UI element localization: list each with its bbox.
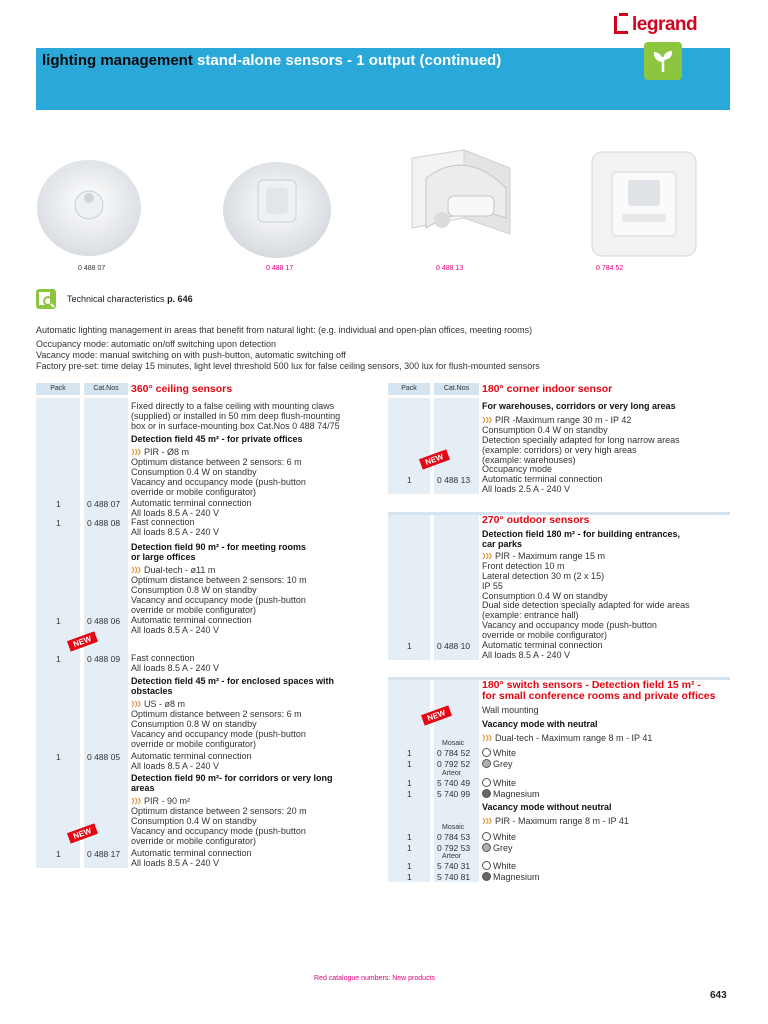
intro-text [36, 325, 540, 372]
right1-line-text: All loads 2.5 A - 240 V [482, 484, 571, 494]
pack-quantity: 1 [407, 748, 412, 758]
right3-line-text: Grey [493, 759, 513, 769]
legrand-mark-icon [614, 16, 628, 34]
left-line-text: override or mobile configurator) [131, 605, 257, 615]
left-line-text: Vacancy and occupancy mode (push-button [131, 595, 306, 605]
left-line-text: areas [131, 783, 155, 793]
section-title-corner: 180° corner indoor sensor [482, 383, 613, 395]
intro-line: Vacancy mode: manual switching on with push-button, automatic switching off [36, 350, 346, 360]
new-badge: NEW [419, 449, 450, 469]
right3-line-text: Vacancy mode without neutral [482, 802, 612, 812]
right1-line-text: Occupancy mode [482, 464, 553, 474]
left-pack-header: Pack [36, 383, 80, 395]
right3-line [482, 734, 652, 744]
right1-line-text: (example: warehouses) [482, 455, 576, 465]
right1-line-text: Automatic terminal connection [482, 474, 603, 484]
left-line-text: All loads 8.5 A - 240 V [131, 858, 220, 868]
left-line [131, 626, 219, 636]
page-title-subject: stand-alone sensors - 1 output (continued) [197, 52, 502, 69]
footer-note: Red catalogue numbers: New products [314, 975, 436, 982]
left-line-text: Consumption 0.8 W on standby [131, 719, 257, 729]
left-line-text: box or in surface-mounting box Cat.Nos 0 488 74/75 [131, 421, 340, 431]
left-line [131, 784, 155, 794]
intro-line: Occupancy mode: automatic on/off switching upon detection [36, 339, 276, 349]
catalogue-number: 0 488 06 [87, 616, 121, 626]
left-line-text: PIR - 90 m² [144, 796, 191, 806]
colour-swatch-icon [482, 778, 491, 787]
left-line-text: Optimum distance between 2 sensors: 6 m [131, 709, 302, 719]
left-line-text: Consumption 0.4 W on standby [131, 816, 257, 826]
catalogue-number: 0 488 10 [437, 641, 471, 651]
tech-label: Technical characteristics [67, 294, 165, 304]
right3-line [482, 832, 516, 843]
pack-quantity: 1 [56, 518, 61, 528]
catalogue-number: 5 740 81 [437, 872, 471, 882]
left-line-text: All loads 8.5 A - 240 V [131, 761, 220, 771]
left-line [131, 687, 173, 697]
right3-line [482, 759, 513, 770]
left-pack-column [36, 398, 80, 868]
right3-line-text: PIR - Maximum range 8 m - IP 41 [495, 816, 629, 826]
detection-wave-icon [482, 734, 492, 742]
pack-quantity: 1 [407, 475, 412, 485]
product-caption-3: 0 488 13 [436, 265, 464, 272]
right3-line [482, 803, 612, 813]
right3-line [482, 789, 540, 800]
detection-wave-icon [131, 797, 141, 805]
right1-line-text: (example: corridors) or very high areas [482, 445, 637, 455]
technical-characteristics-link[interactable] [67, 294, 193, 304]
left-line [131, 859, 219, 869]
intro-line: Automatic lighting management in areas that benefit from natural light: (e.g. individual and open-plan offices, meeting rooms) [36, 325, 533, 335]
section-title-switch-2: for small conference rooms and private offices [482, 690, 716, 702]
product-caption-4: 0 784 52 [596, 265, 624, 272]
right3-line-text: White [493, 748, 517, 758]
left-line-text: Consumption 0.8 W on standby [131, 585, 257, 595]
catalogue-number: 0 784 53 [437, 832, 471, 842]
pack-quantity: 1 [407, 641, 412, 651]
pack-quantity: 1 [56, 499, 61, 509]
left-line-text: Automatic terminal connection [131, 848, 252, 858]
new-badge: NEW [67, 631, 98, 651]
pack-quantity: 1 [407, 759, 412, 769]
range-label: Mosaic [442, 824, 465, 831]
left-line-text: or large offices [131, 552, 196, 562]
right2-line-text: Front detection 10 m [482, 561, 565, 571]
right2-line-text: IP 55 [482, 581, 503, 591]
right2-pack-column [388, 515, 430, 660]
catalogue-number: 0 488 09 [87, 654, 121, 664]
left-cat-header: Cat.Nos [84, 383, 128, 395]
left-line-text: Detection field 45 m² - for enclosed spaces with [131, 676, 335, 686]
tech-page: p. 646 [167, 294, 193, 304]
left-line-text: (supplied) or installed in 50 mm deep flush-mounting [131, 411, 341, 421]
product-caption-2: 0 488 17 [266, 265, 294, 272]
left-line-text: Automatic terminal connection [131, 615, 252, 625]
left-line [131, 837, 256, 847]
catalogue-number: 0 792 53 [437, 843, 471, 853]
right2-line-text: override or mobile configurator) [482, 630, 608, 640]
left-line-text: Consumption 0.4 W on standby [131, 467, 257, 477]
product-image-ceiling-sensor [36, 158, 142, 258]
pack-quantity: 1 [407, 789, 412, 799]
left-line-text: All loads 8.5 A - 240 V [131, 508, 220, 518]
section-title-ceiling: 360° ceiling sensors [131, 383, 233, 395]
left-line [131, 774, 333, 784]
right2-line [482, 540, 522, 550]
left-line-text: Dual-tech - ø11 m [144, 565, 216, 575]
right1-line-text: PIR -Maximum range 30 m - IP 42 [495, 415, 632, 425]
left-line-text: override or mobile configurator) [131, 487, 257, 497]
eco-leaf-icon [644, 42, 682, 80]
right3-line-text: Magnesium [493, 872, 540, 882]
left-line-text: All loads 8.5 A - 240 V [131, 663, 220, 673]
left-line-text: Detection field 45 m² - for private offices [131, 434, 303, 444]
right1-line-text: Detection specially adapted for long narrow areas [482, 435, 680, 445]
right3-line-text: Dual-tech - Maximum range 8 m - IP 41 [495, 733, 653, 743]
intro-line: Factory pre-set: time delay 15 minutes, light level threshold 500 lux for false ceiling sensors, 300 lux for flush-mounted sensors [36, 361, 540, 371]
detection-wave-icon [131, 566, 141, 574]
colour-swatch-icon [482, 872, 491, 881]
right2-line-text: PIR - Maximum range 15 m [495, 551, 606, 561]
catalogue-number: 5 740 49 [437, 778, 471, 788]
left-line-text: Optimum distance between 2 sensors: 20 m [131, 806, 307, 816]
colour-swatch-icon [482, 789, 491, 798]
right2-line-text: Detection field 180 m² - for building entrances, [482, 529, 681, 539]
left-line-text: Detection field 90 m² - for meeting rooms [131, 542, 307, 552]
catalogue-number: 0 488 07 [87, 499, 121, 509]
pack-quantity: 1 [407, 778, 412, 788]
detection-wave-icon [131, 448, 141, 456]
left-line [131, 740, 256, 750]
product-image-ceiling-sensor-corridor [222, 158, 332, 258]
new-badge: NEW [67, 823, 98, 843]
detection-wave-icon [482, 552, 492, 560]
page-number: 643 [710, 990, 727, 1001]
detection-wave-icon [482, 416, 492, 424]
new-badge: NEW [421, 705, 452, 725]
left-line-text: Optimum distance between 2 sensors: 10 m [131, 575, 307, 585]
left-line-text: Automatic terminal connection [131, 498, 252, 508]
left-line [131, 435, 303, 445]
left-line [131, 488, 256, 498]
right2-line-text: Lateral detection 30 m (2 x 15) [482, 571, 605, 581]
range-label: Mosaic [442, 740, 465, 747]
range-label: Arteor [442, 770, 462, 777]
left-line-text: override or mobile configurator) [131, 739, 257, 749]
left-line-text: Optimum distance between 2 sensors: 6 m [131, 457, 302, 467]
pack-quantity: 1 [56, 849, 61, 859]
right3-line-text: Wall mounting [482, 705, 539, 715]
left-line-text: Detection field 90 m²- for corridors or very long [131, 773, 333, 783]
page-title [42, 52, 501, 69]
left-line-text: Vacancy and occupancy mode (push-button [131, 477, 306, 487]
right3-line-text: Grey [493, 843, 513, 853]
pack-quantity: 1 [56, 616, 61, 626]
right1-line [482, 402, 676, 412]
right1-line-text: For warehouses, corridors or very long areas [482, 401, 676, 411]
right3-line [482, 861, 516, 872]
catalogue-number: 5 740 99 [437, 789, 471, 799]
right3-line [482, 748, 516, 759]
section-title-outdoor: 270° outdoor sensors [482, 514, 590, 526]
pack-quantity: 1 [56, 654, 61, 664]
left-line-text: obstacles [131, 686, 173, 696]
colour-swatch-icon [482, 759, 491, 768]
right3-line [482, 843, 513, 854]
left-line [131, 664, 219, 674]
page-title-category: lighting management [42, 52, 193, 69]
left-line [131, 762, 219, 772]
right3-line-text: White [493, 778, 517, 788]
right3-line-text: White [493, 832, 517, 842]
magnifier-document-icon [36, 289, 56, 309]
colour-swatch-icon [482, 832, 491, 841]
right2-line-text: Consumption 0.4 W on standby [482, 591, 608, 601]
right2-line-text: Automatic terminal connection [482, 640, 603, 650]
right2-line-text: All loads 8.5 A - 240 V [482, 650, 571, 660]
right2-line-text: car parks [482, 539, 523, 549]
pack-quantity: 1 [407, 872, 412, 882]
right3-line-text: White [493, 861, 517, 871]
colour-swatch-icon [482, 861, 491, 870]
left-line [131, 528, 219, 538]
catalogue-number: 0 792 52 [437, 759, 471, 769]
detection-wave-icon [131, 700, 141, 708]
right1-line-text: Consumption 0.4 W on standby [482, 425, 608, 435]
pack-quantity: 1 [56, 752, 61, 762]
right2-line-text: (example: entrance hall) [482, 610, 579, 620]
catalogue-number: 0 488 17 [87, 849, 121, 859]
brand-name: legrand [632, 14, 698, 36]
right3-line [482, 817, 629, 827]
pack-quantity: 1 [407, 843, 412, 853]
right3-line-text: Magnesium [493, 789, 540, 799]
right-pack-header: Pack [388, 383, 430, 395]
catalogue-number: 0 488 08 [87, 518, 121, 528]
colour-swatch-icon [482, 748, 491, 757]
right2-line [482, 651, 570, 661]
left-line-text: Automatic terminal connection [131, 751, 252, 761]
left-line-text: US - ø8 m [144, 699, 186, 709]
left-line-text: Vacancy and occupancy mode (push-button [131, 826, 306, 836]
product-image-corner-sensor [406, 148, 518, 260]
legrand-logo [614, 12, 734, 38]
left-line [131, 422, 340, 432]
left-line-text: PIR - Ø8 m [144, 447, 190, 457]
left-line-text: Fast connection [131, 517, 195, 527]
product-caption-1: 0 488 07 [78, 265, 106, 272]
catalogue-number: 0 488 13 [437, 475, 471, 485]
right3-line [482, 706, 539, 716]
right1-line [482, 485, 570, 495]
right3-line [482, 872, 540, 883]
right-cat-header: Cat.Nos [434, 383, 479, 395]
left-line [131, 553, 196, 563]
right3-line [482, 720, 598, 730]
catalogue-number: 5 740 31 [437, 861, 471, 871]
section-title-switch-1: 180° switch sensors - Detection field 15 m² - [482, 679, 701, 691]
right2-line-text: Dual side detection specially adapted for wide areas [482, 600, 690, 610]
right2-line-text: Vacancy and occupancy mode (push-button [482, 620, 657, 630]
left-line-text: Fixed directly to a false ceiling with mounting claws [131, 401, 335, 411]
right2-cat-column [434, 515, 479, 660]
range-label: Arteor [442, 853, 462, 860]
detection-wave-icon [482, 817, 492, 825]
catalogue-number: 0 784 52 [437, 748, 471, 758]
pack-quantity: 1 [407, 832, 412, 842]
left-line-text: All loads 8.5 A - 240 V [131, 527, 220, 537]
left-line-text: Vacancy and occupancy mode (push-button [131, 729, 306, 739]
colour-swatch-icon [482, 843, 491, 852]
left-line-text: All loads 8.5 A - 240 V [131, 625, 220, 635]
product-image-switch-sensor [590, 150, 700, 258]
pack-quantity: 1 [407, 861, 412, 871]
right3-line-text: Vacancy mode with neutral [482, 719, 598, 729]
left-line-text: Fast connection [131, 653, 195, 663]
right3-line [482, 778, 516, 789]
catalogue-number: 0 488 05 [87, 752, 121, 762]
left-line-text: override or mobile configurator) [131, 836, 257, 846]
